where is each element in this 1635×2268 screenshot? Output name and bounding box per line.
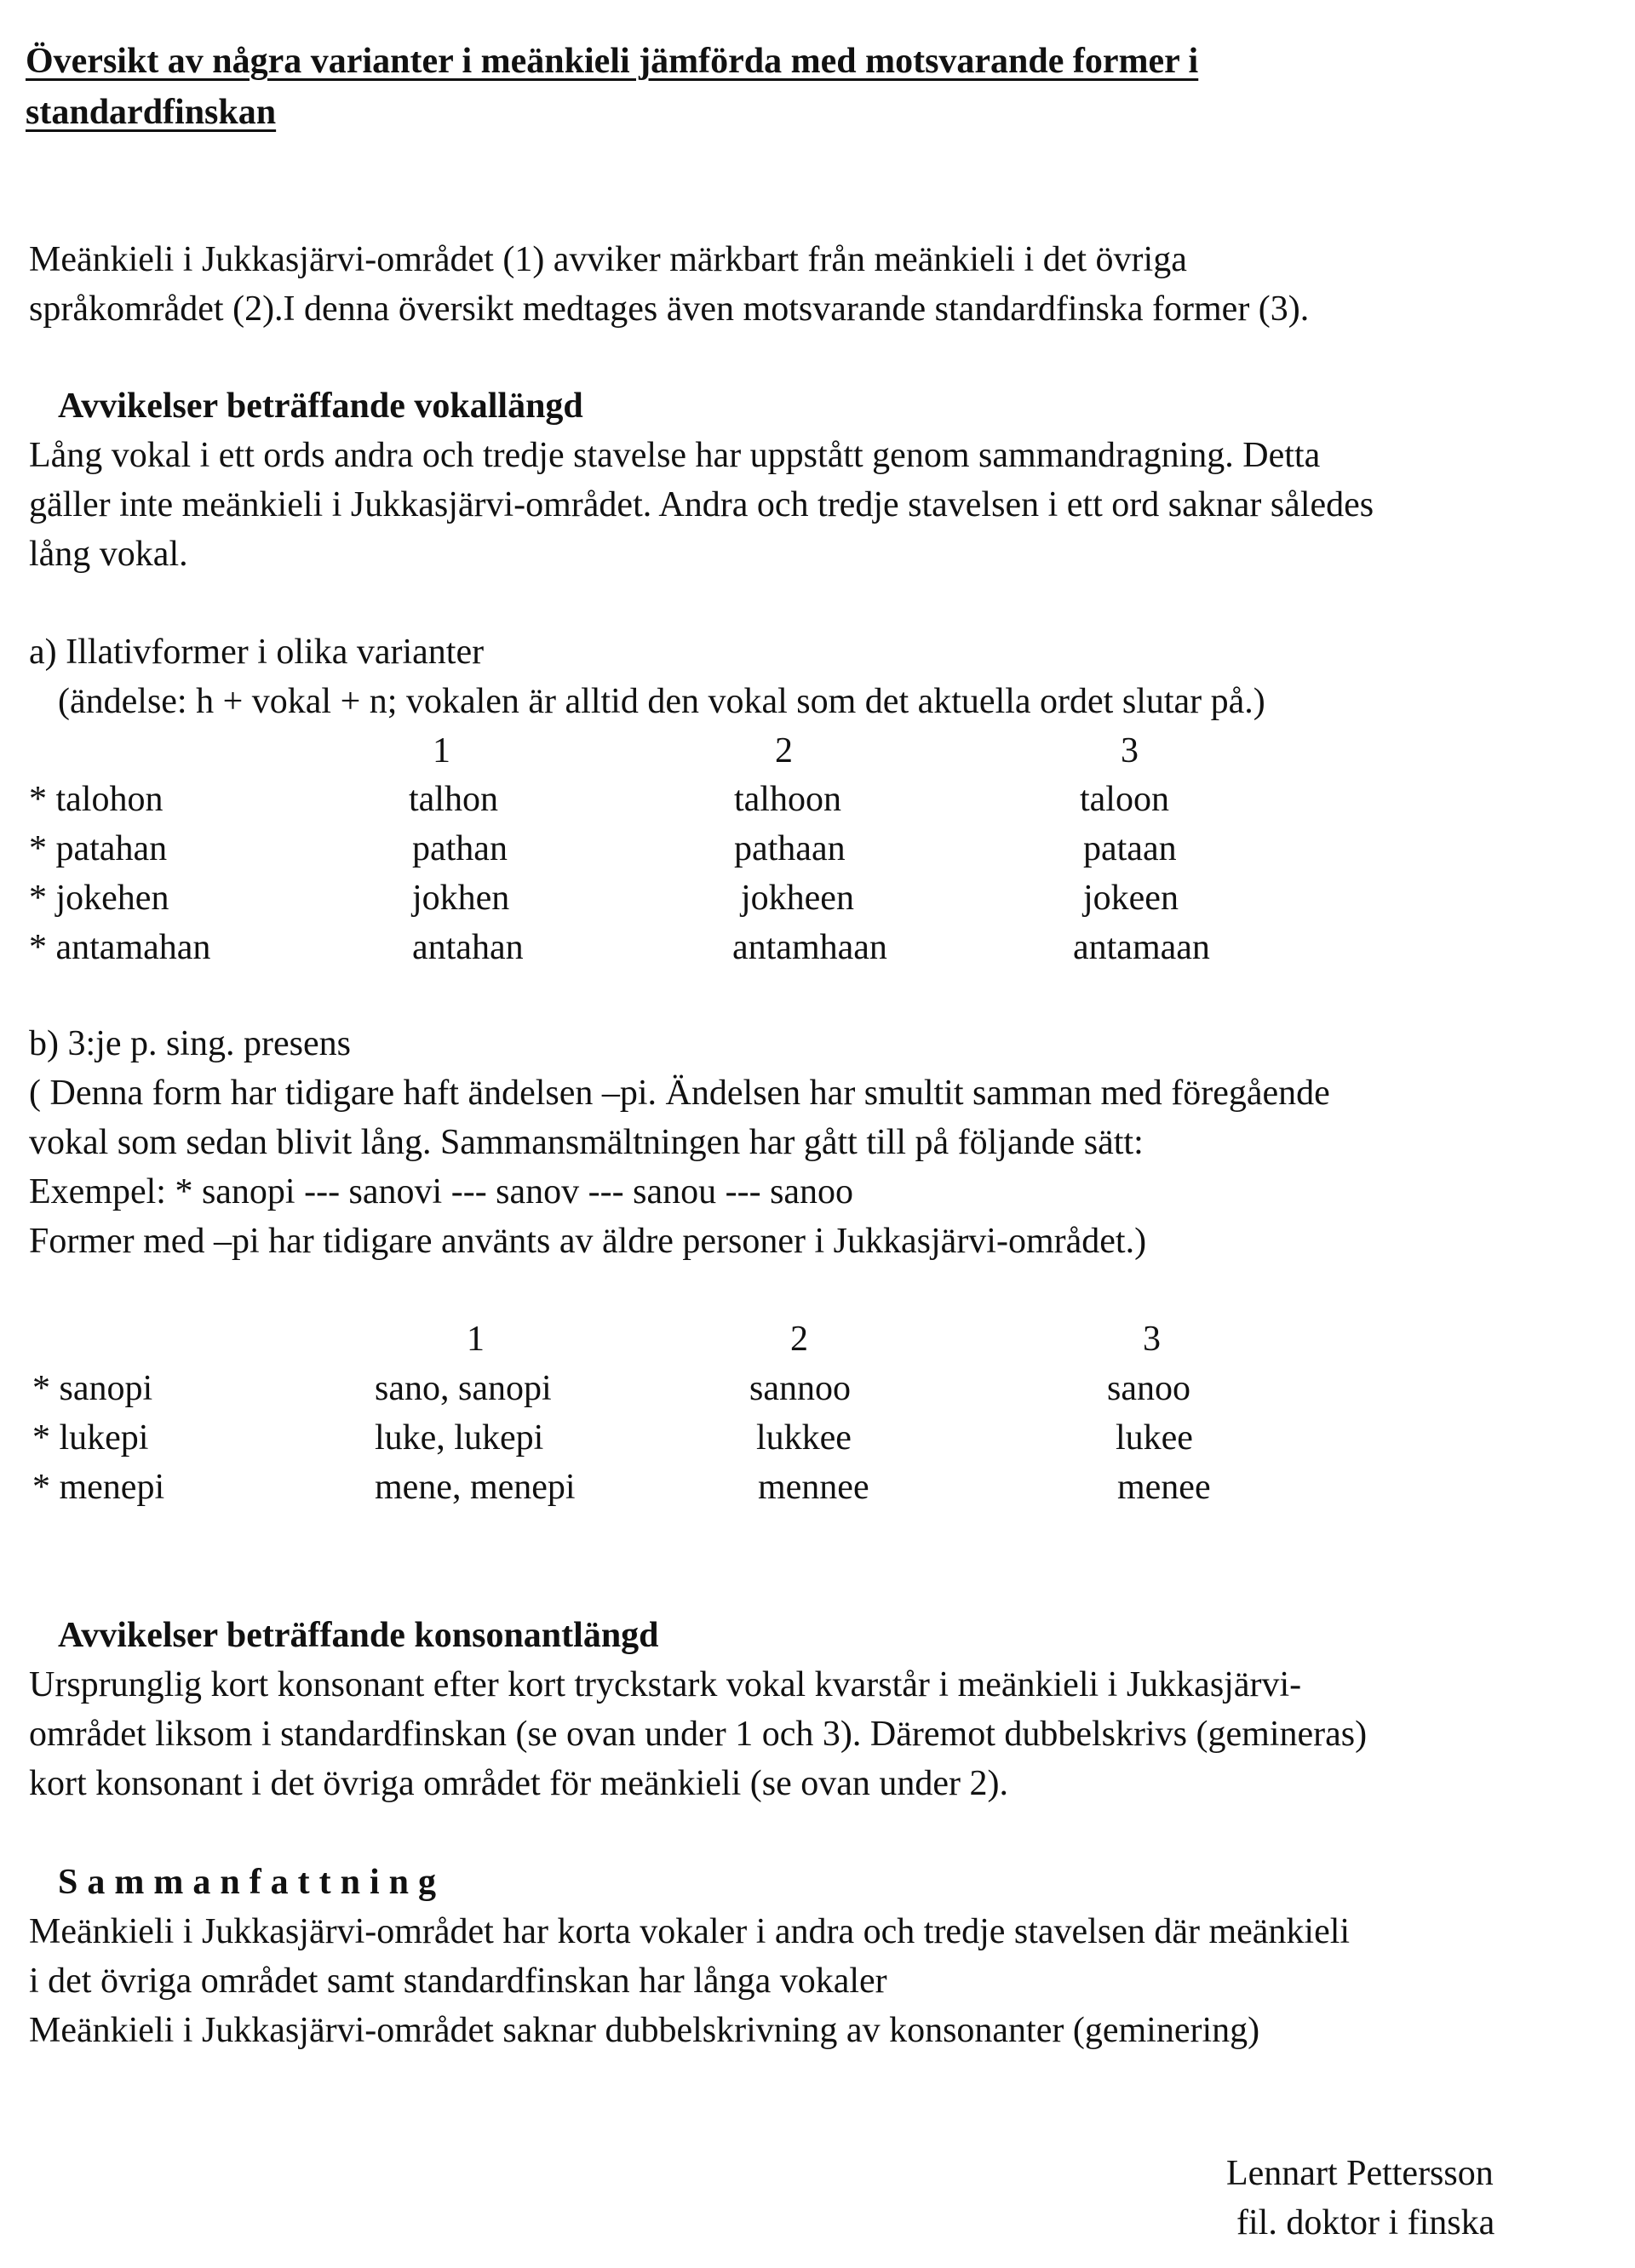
part-b-example: Exempel: * sanopi --- sanovi --- sanov --- sanou --- sanoo [29,1172,854,1211]
consonant-paragraph-line-3: kort konsonant i det övriga området för meänkieli (se ovan under 2). [29,1764,1008,1803]
summary-line-3: Meänkieli i Jukkasjärvi-området saknar dubbelskrivning av konsonanter (geminering) [29,2011,1260,2050]
table-a-row-2-col-1: pathan [412,829,508,868]
document-title-line-2: standardfinskan [26,93,277,132]
vowel-paragraph-line-1: Lång vokal i ett ords andra och tredje stavelse har uppstått genom sammandragning. Detta [29,436,1321,475]
part-b-line-2: vokal som sedan blivit lång. Sammansmältningen har gått till på följande sätt: [29,1123,1144,1162]
part-b-line-4: Former med –pi har tidigare använts av äldre personer i Jukkasjärvi-området.) [29,1222,1147,1261]
table-a-row-1-col-1: talhon [409,780,498,819]
table-a-row-1-word: * talohon [29,780,164,819]
signature-name: Lennart Pettersson [1226,2154,1494,2193]
table-a-row-2-word: * patahan [29,829,168,868]
table-b-row-2-col-2: lukkee [756,1418,852,1458]
table-a-row-4-col-1: antahan [412,928,524,967]
vowel-paragraph-line-3: lång vokal. [29,535,188,574]
part-b-column-header-3: 3 [1143,1320,1161,1359]
table-a-row-4-col-2: antamhaan [732,928,887,967]
table-b-row-1-col-3: sanoo [1107,1369,1190,1408]
intro-line-2: språkområdet (2).I denna översikt medtages även motsvarande standardfinska former (3). [29,289,1310,329]
table-a-row-2-col-3: pataan [1083,829,1177,868]
table-b-row-3-col-2: mennee [758,1468,869,1507]
table-b-row-1-word: * sanopi [32,1369,153,1408]
table-b-row-2-col-3: lukee [1116,1418,1193,1458]
consonant-paragraph-line-1: Ursprunglig kort konsonant efter kort tryckstark vokal kvarstår i meänkieli i Jukkasjärvi- [29,1665,1302,1704]
part-a-note: (ändelse: h + vokal + n; vokalen är alltid den vokal som det aktuella ordet slutar på.) [58,682,1265,721]
table-b-row-1-col-1: sano, sanopi [375,1369,552,1408]
vowel-section-heading: Avvikelser beträffande vokallängd [58,387,583,426]
signature-title: fil. doktor i finska [1236,2203,1495,2242]
table-b-row-3-col-1: mene, menepi [375,1468,576,1507]
part-b-label: b) 3:je p. sing. presens [29,1024,351,1063]
intro-line-1: Meänkieli i Jukkasjärvi-området (1) avviker märkbart från meänkieli i det övriga [29,240,1187,279]
table-a-row-4-col-3: antamaan [1073,928,1210,967]
table-b-row-3-word: * menepi [32,1468,165,1507]
table-a-row-3-col-2: jokheen [741,879,854,918]
part-b-column-header-1: 1 [467,1320,485,1359]
part-a-column-header-3: 3 [1121,731,1139,770]
part-a-label: a) Illativformer i olika varianter [29,633,485,672]
vowel-paragraph-line-2: gäller inte meänkieli i Jukkasjärvi-området. Andra och tredje stavelsen i ett ord saknar således [29,485,1374,524]
part-a-column-header-1: 1 [433,731,450,770]
summary-line-1: Meänkieli i Jukkasjärvi-området har korta vokaler i andra och tredje stavelsen där meänkieli [29,1912,1351,1951]
summary-heading: Sammanfattning [58,1863,446,1902]
table-a-row-3-word: * jokehen [29,879,169,918]
table-a-row-3-col-1: jokhen [412,879,510,918]
table-a-row-1-col-2: talhoon [734,780,841,819]
part-b-column-header-2: 2 [790,1320,808,1359]
table-b-row-2-col-1: luke, lukepi [375,1418,544,1458]
table-b-row-1-col-2: sannoo [749,1369,851,1408]
table-b-row-3-col-3: menee [1117,1468,1211,1507]
part-b-line-1: ( Denna form har tidigare haft ändelsen –pi. Ändelsen har smultit samman med föregående [29,1074,1330,1113]
table-a-row-1-col-3: taloon [1080,780,1169,819]
table-a-row-4-word: * antamahan [29,928,211,967]
part-a-column-header-2: 2 [775,731,793,770]
table-b-row-2-word: * lukepi [32,1418,149,1458]
summary-line-2: i det övriga området samt standardfinskan har långa vokaler [29,1962,887,2001]
document-title-line-1: Översikt av några varianter i meänkieli jämförda med motsvarande former i [26,42,1199,81]
table-a-row-2-col-2: pathaan [734,829,846,868]
table-a-row-3-col-3: jokeen [1083,879,1179,918]
consonant-paragraph-line-2: området liksom i standardfinskan (se ovan under 1 och 3). Däremot dubbelskrivs (gemineras) [29,1715,1368,1754]
consonant-section-heading: Avvikelser beträffande konsonantlängd [58,1616,659,1655]
